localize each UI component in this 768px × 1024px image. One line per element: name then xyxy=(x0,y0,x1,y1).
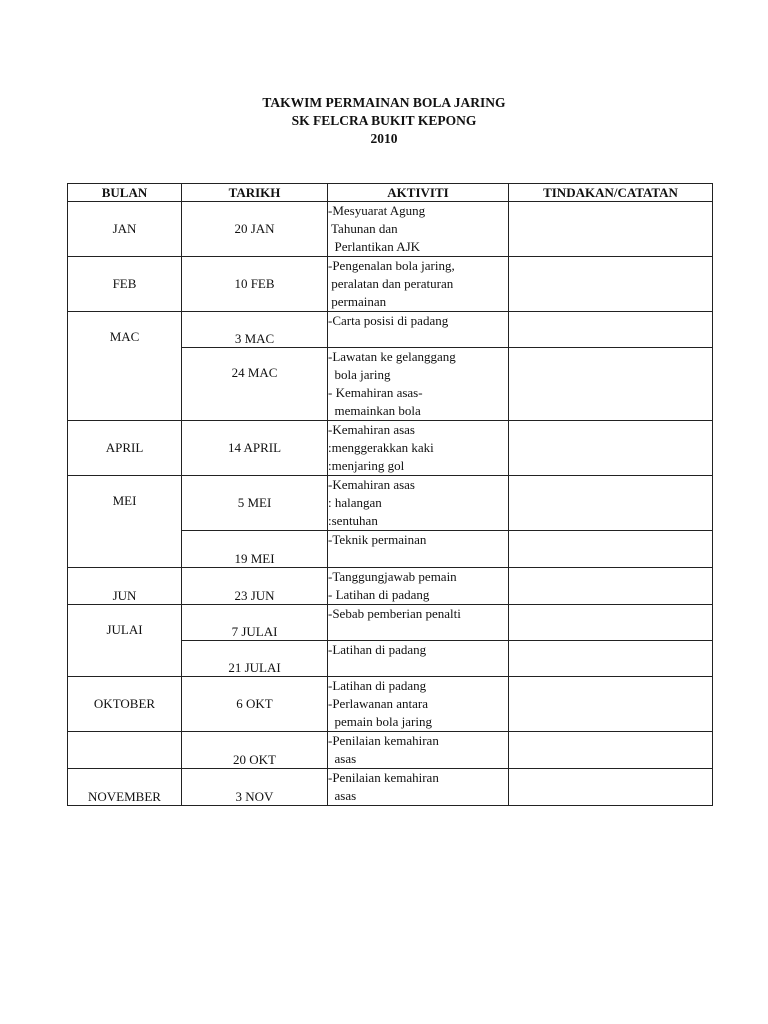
aktiviti-cell xyxy=(328,312,509,348)
title-line-2: SK FELCRA BUKIT KEPONG xyxy=(291,113,477,128)
table-row xyxy=(68,568,713,605)
tindakan-cell xyxy=(509,476,713,531)
bulan-cell: JAN xyxy=(68,202,182,257)
aktiviti-line: -Kemahiran asas xyxy=(328,477,415,492)
aktiviti-line: -Tanggungjawab pemain xyxy=(328,569,457,584)
aktiviti-line: - Kemahiran asas- xyxy=(328,385,423,400)
bulan-cell: APRIL xyxy=(68,421,182,476)
table-header-row xyxy=(68,184,713,202)
tindakan-cell xyxy=(509,605,713,641)
tindakan-cell xyxy=(509,568,713,605)
tarikh-cell: 20 JAN xyxy=(182,202,328,257)
tarikh-cell: 3 NOV xyxy=(182,769,328,806)
aktiviti-cell xyxy=(328,476,509,531)
aktiviti-cell xyxy=(328,605,509,641)
tindakan-cell xyxy=(509,769,713,806)
table-row xyxy=(68,605,713,641)
tindakan-cell xyxy=(509,641,713,677)
aktiviti-line: : halangan xyxy=(328,495,382,510)
aktiviti-line: :menggerakkan kaki xyxy=(328,440,434,455)
table-row xyxy=(68,257,713,312)
aktiviti-line: -Penilaian kemahiran xyxy=(328,770,439,785)
tarikh-cell: 24 MAC xyxy=(182,348,328,421)
aktiviti-line: -Perlawanan antara xyxy=(328,696,428,711)
aktiviti-cell xyxy=(328,531,509,568)
aktiviti-line: -Latihan di padang xyxy=(328,642,427,657)
aktiviti-line: Tahunan dan xyxy=(328,221,398,236)
document-title xyxy=(0,94,768,148)
aktiviti-cell xyxy=(328,421,509,476)
aktiviti-cell xyxy=(328,568,509,605)
table-row xyxy=(68,202,713,257)
tindakan-cell xyxy=(509,348,713,421)
tarikh-cell: 7 JULAI xyxy=(182,605,328,641)
aktiviti-line: asas xyxy=(328,751,357,766)
tarikh-cell: 10 FEB xyxy=(182,257,328,312)
aktiviti-line: -Mesyuarat Agung xyxy=(328,203,426,218)
tindakan-cell xyxy=(509,202,713,257)
tindakan-cell xyxy=(509,531,713,568)
tarikh-cell: 19 MEI xyxy=(182,531,328,568)
aktiviti-cell xyxy=(328,732,509,769)
aktiviti-line: Perlantikan AJK xyxy=(328,239,421,254)
aktiviti-line: memainkan bola xyxy=(328,403,421,418)
header-tarikh: TARIKH xyxy=(182,184,328,202)
aktiviti-line: asas xyxy=(328,788,357,803)
aktiviti-cell xyxy=(328,348,509,421)
tindakan-cell xyxy=(509,257,713,312)
aktiviti-line: :sentuhan xyxy=(328,513,378,528)
aktiviti-line: -Teknik permainan xyxy=(328,532,427,547)
table-row xyxy=(68,677,713,732)
activity-calendar-table xyxy=(67,183,713,806)
aktiviti-line: - Latihan di padang xyxy=(328,587,430,602)
aktiviti-cell xyxy=(328,641,509,677)
tarikh-cell: 5 MEI xyxy=(182,476,328,531)
tarikh-cell: 23 JUN xyxy=(182,568,328,605)
bulan-cell: JULAI xyxy=(68,605,182,677)
aktiviti-cell xyxy=(328,769,509,806)
title-line-3: 2010 xyxy=(370,131,398,146)
tindakan-cell xyxy=(509,732,713,769)
header-bulan: BULAN xyxy=(68,184,182,202)
tindakan-cell xyxy=(509,421,713,476)
aktiviti-line: :menjaring gol xyxy=(328,458,405,473)
bulan-cell: NOVEMBER xyxy=(68,769,182,806)
bulan-cell: MAC xyxy=(68,312,182,421)
aktiviti-line: -Carta posisi di padang xyxy=(328,313,449,328)
tarikh-cell: 6 OKT xyxy=(182,677,328,732)
aktiviti-line: pemain bola jaring xyxy=(328,714,432,729)
aktiviti-cell xyxy=(328,202,509,257)
header-tindakan-catatan: TINDAKAN/CATATAN xyxy=(509,184,713,202)
table-row xyxy=(68,769,713,806)
aktiviti-line: -Penilaian kemahiran xyxy=(328,733,439,748)
aktiviti-line: -Pengenalan bola jaring, xyxy=(328,258,455,273)
table-row xyxy=(68,476,713,531)
aktiviti-cell xyxy=(328,677,509,732)
tarikh-cell: 14 APRIL xyxy=(182,421,328,476)
tarikh-cell: 20 OKT xyxy=(182,732,328,769)
aktiviti-cell xyxy=(328,257,509,312)
title-line-1: TAKWIM PERMAINAN BOLA JARING xyxy=(262,95,506,110)
tindakan-cell xyxy=(509,677,713,732)
aktiviti-line: -Lawatan ke gelanggang xyxy=(328,349,456,364)
bulan-cell: FEB xyxy=(68,257,182,312)
aktiviti-line: peralatan dan peraturan xyxy=(328,276,454,291)
header-aktiviti: AKTIVITI xyxy=(328,184,509,202)
table-row xyxy=(68,312,713,348)
bulan-cell: MEI xyxy=(68,476,182,568)
bulan-cell xyxy=(68,732,182,769)
aktiviti-line: bola jaring xyxy=(328,367,391,382)
aktiviti-line: permainan xyxy=(328,294,387,309)
bulan-cell: JUN xyxy=(68,568,182,605)
aktiviti-line: -Kemahiran asas xyxy=(328,422,415,437)
tarikh-cell: 21 JULAI xyxy=(182,641,328,677)
tarikh-cell: 3 MAC xyxy=(182,312,328,348)
bulan-cell: OKTOBER xyxy=(68,677,182,732)
table-row xyxy=(68,732,713,769)
table-row xyxy=(68,421,713,476)
tindakan-cell xyxy=(509,312,713,348)
aktiviti-line: -Latihan di padang xyxy=(328,678,427,693)
aktiviti-line: -Sebab pemberian penalti xyxy=(328,606,461,621)
